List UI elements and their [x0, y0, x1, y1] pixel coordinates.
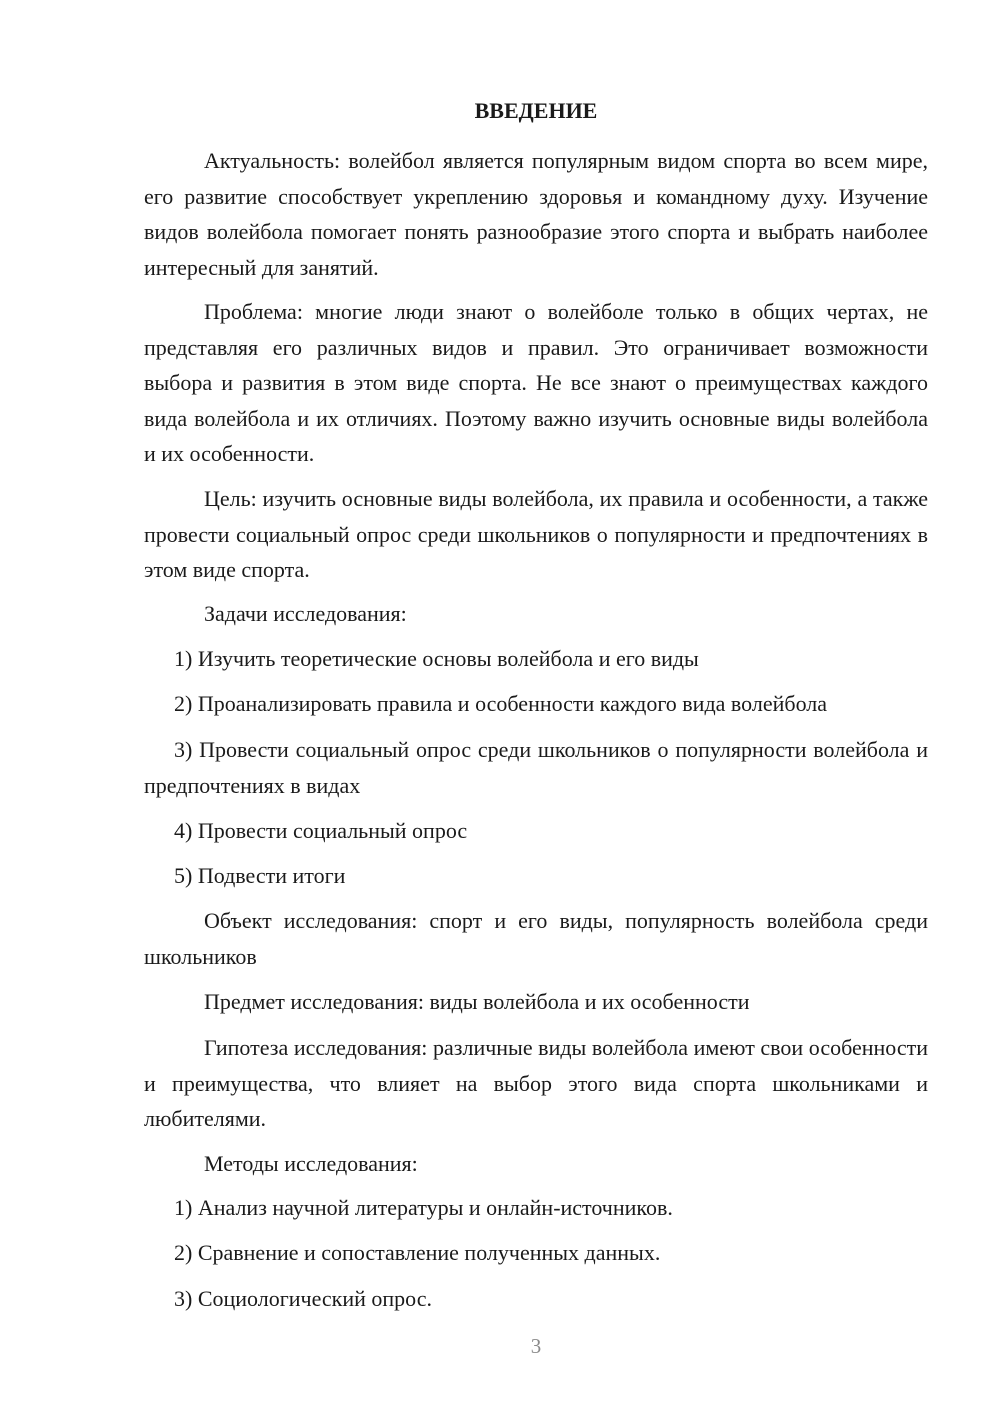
goal-paragraph: Цель: изучить основные виды волейбола, их правила и особенности, а также провести социальный опрос среди школьников о популярности и предпочтениях в этом виде спорта. — [144, 486, 928, 582]
page-number: 3 — [530, 1334, 542, 1358]
method-item-3: 3) Социологический опрос. — [174, 1286, 432, 1311]
problem-paragraph: Проблема: многие люди знают о волейболе только в общих чертах, не представляя его различных видов и правил. Это ограничивает возможности выбора и развития в этом виде спорта. Не все знают о преимуществах каждого вида волейбола и их отличиях. Поэтому важно изучить основные виды волейбола и их особенности. — [144, 299, 928, 466]
task-item-1: 1) Изучить теоретические основы волейбола и его виды — [174, 646, 699, 671]
task-item-4: 4) Провести социальный опрос — [174, 818, 468, 843]
section-heading: ВВЕДЕНИЕ — [474, 98, 598, 123]
object-paragraph: Объект исследования: спорт и его виды, популярность волейбола среди школьников — [144, 908, 928, 969]
task-item-5: 5) Подвести итоги — [174, 863, 346, 888]
task-item-3: 3) Провести социальный опрос среди школьников о популярности волейбола и предпочтениях в видах — [144, 737, 928, 798]
tasks-title: Задачи исследования: — [204, 601, 407, 626]
subject-paragraph: Предмет исследования: виды волейбола и их особенности — [204, 989, 750, 1014]
task-item-2: 2) Проанализировать правила и особенности каждого вида волейбола — [174, 691, 828, 716]
methods-title: Методы исследования: — [204, 1151, 418, 1176]
hypothesis-paragraph: Гипотеза исследования: различные виды волейбола имеют свои особенности и преимущества, что влияет на выбор этого вида спорта школьниками и любителями. — [144, 1035, 928, 1131]
relevance-paragraph: Актуальность: волейбол является популярным видом спорта во всем мире, его развитие способствует укреплению здоровья и командному духу. Изучение видов волейбола помогает понять разнообразие этого спорта и выбрать наиболее интересный для занятий. — [144, 148, 928, 280]
method-item-2: 2) Сравнение и сопоставление полученных данных. — [174, 1240, 661, 1265]
method-item-1: 1) Анализ научной литературы и онлайн-источников. — [174, 1195, 673, 1220]
